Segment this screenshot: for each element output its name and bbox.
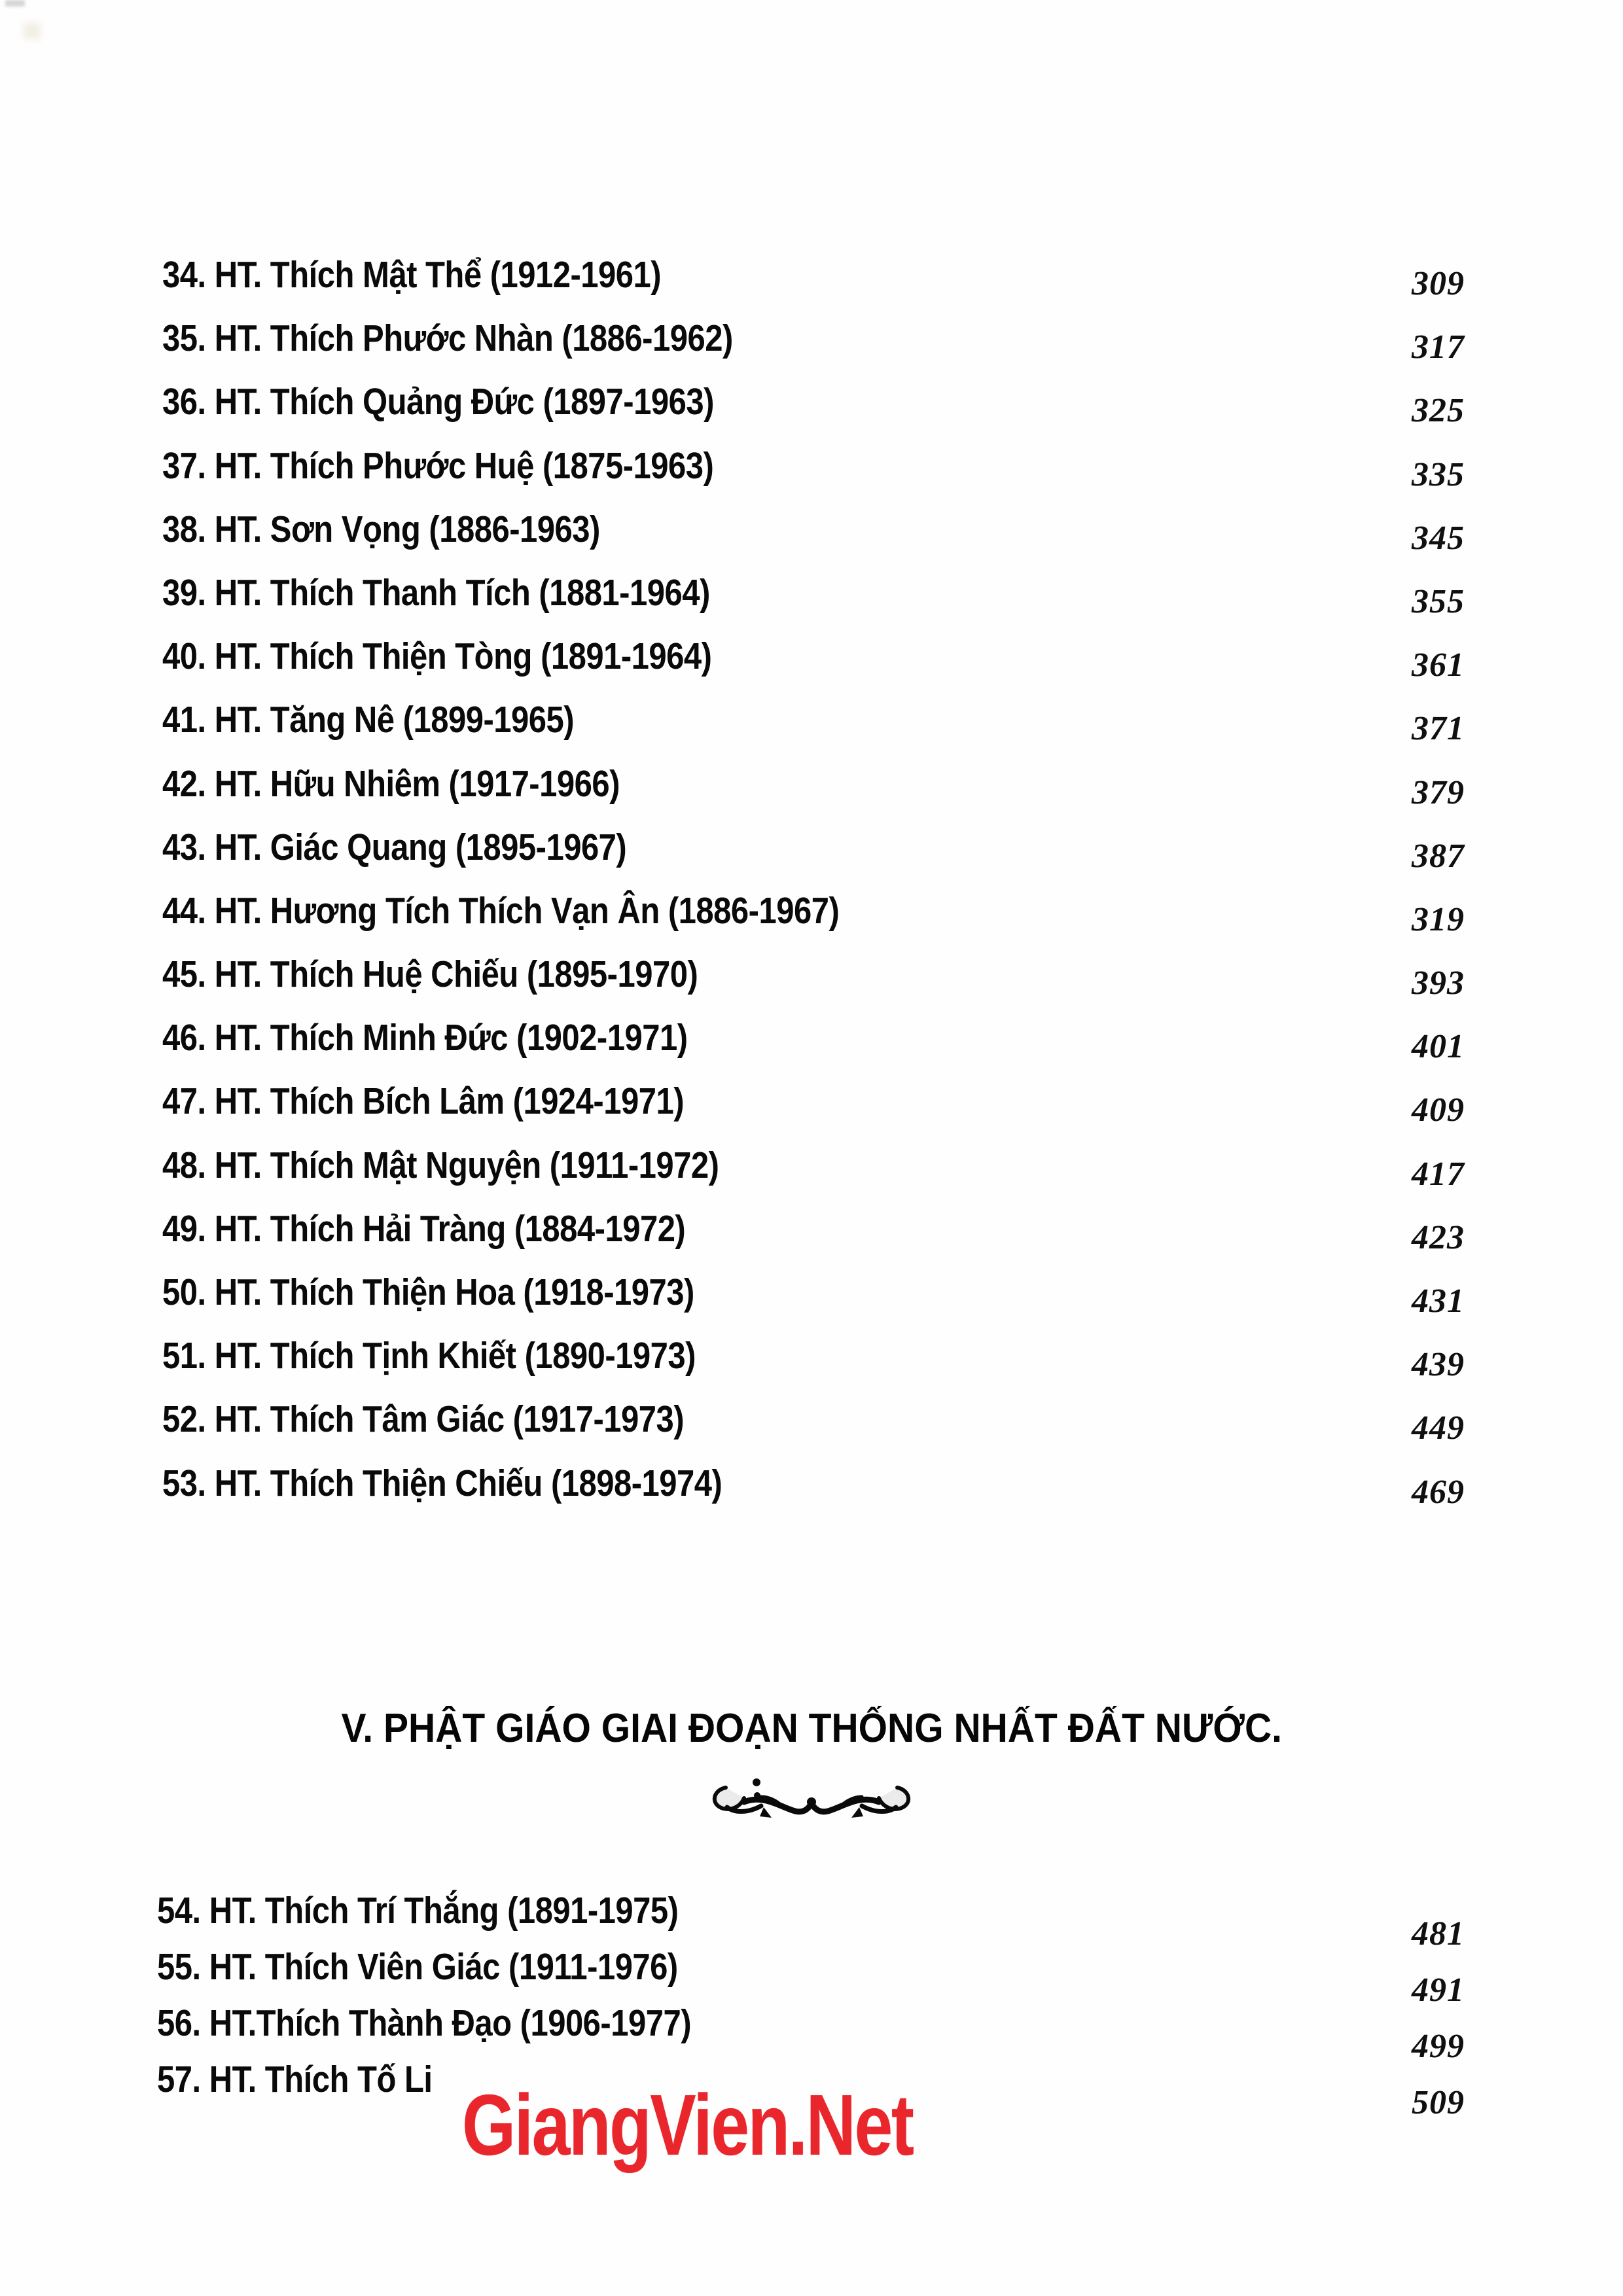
toc-entry-title: 37. HT. Thích Phước Huệ (1875-1963) [162, 444, 714, 487]
toc-list-part-a [162, 256, 1465, 1528]
toc-entry-title: 49. HT. Thích Hải Tràng (1884-1972) [162, 1207, 686, 1250]
toc-entry-page: 469 [1412, 1473, 1465, 1511]
toc-entry-page: 371 [1412, 710, 1465, 748]
toc-entry-title: 46. HT. Thích Minh Đức (1902-1971) [162, 1017, 688, 1059]
toc-entry[interactable] [162, 571, 1465, 638]
toc-entry-page: 491 [1412, 1971, 1465, 2009]
toc-entry-title: 55. HT. Thích Viên Giác (1911-1976) [157, 1946, 678, 1988]
toc-entry[interactable] [157, 1946, 1465, 2009]
toc-entry[interactable] [162, 317, 1465, 383]
toc-entry[interactable] [162, 953, 1465, 1019]
toc-entry-title: 53. HT. Thích Thiện Chiếu (1898-1974) [162, 1462, 722, 1504]
toc-entry[interactable] [162, 889, 1465, 956]
toc-entry-page: 355 [1412, 582, 1465, 620]
toc-entry-page: 325 [1412, 392, 1465, 430]
toc-entry[interactable] [162, 826, 1465, 892]
toc-entry[interactable] [162, 1271, 1465, 1337]
toc-entry-title: 36. HT. Thích Quảng Đức (1897-1963) [162, 381, 714, 423]
toc-entry[interactable] [162, 1080, 1465, 1146]
toc-entry-title: 35. HT. Thích Phước Nhàn (1886-1962) [162, 317, 733, 360]
toc-entry[interactable] [162, 1398, 1465, 1464]
toc-entry[interactable] [162, 444, 1465, 511]
toc-entry-page: 417 [1412, 1155, 1465, 1193]
toc-entry[interactable] [162, 1019, 1465, 1083]
toc-entry-title: 45. HT. Thích Huệ Chiếu (1895-1970) [162, 953, 698, 996]
toc-entry-page: 361 [1412, 646, 1465, 684]
scan-artifact-top-left [5, 0, 25, 7]
toc-entry-title: 57. HT. Thích Tố Li [157, 2058, 433, 2100]
toc-entry-title: 47. HT. Thích Bích Lâm (1924-1971) [162, 1080, 685, 1123]
toc-entry-page: 449 [1412, 1409, 1465, 1447]
toc-entry-page: 309 [1412, 265, 1465, 302]
toc-entry-page: 379 [1412, 773, 1465, 811]
toc-entry-title: 50. HT. Thích Thiện Hoa (1918-1973) [162, 1271, 694, 1313]
toc-entry-page: 439 [1412, 1346, 1465, 1384]
toc-entry-page: 393 [1412, 964, 1465, 1002]
toc-entry-title: 40. HT. Thích Thiện Tòng (1891-1964) [162, 635, 712, 678]
toc-entry-page: 431 [1412, 1282, 1465, 1320]
toc-entry-title: 34. HT. Thích Mật Thể (1912-1961) [162, 254, 662, 296]
toc-entry-page: 481 [1412, 1915, 1465, 1952]
toc-entry-title: 38. HT. Sơn Vọng (1886-1963) [162, 508, 600, 550]
toc-entry-page: 401 [1412, 1028, 1465, 1066]
toc-entry[interactable] [162, 1207, 1465, 1274]
toc-entry[interactable] [162, 1462, 1465, 1528]
toc-entry-title: 44. HT. Hương Tích Thích Vạn Ân (1886-1967) [162, 889, 840, 932]
toc-entry-title: 51. HT. Thích Tịnh Khiết (1890-1973) [162, 1335, 696, 1377]
toc-entry-title: 41. HT. Tăng Nê (1899-1965) [162, 699, 575, 741]
section-heading [0, 1705, 1623, 1752]
toc-entry[interactable] [157, 2002, 1465, 2065]
toc-entry-page: 345 [1412, 519, 1465, 557]
toc-entry[interactable] [162, 762, 1465, 829]
toc-entry-page: 499 [1412, 2028, 1465, 2065]
toc-entry-title: 54. HT. Thích Trí Thắng (1891-1975) [157, 1890, 679, 1932]
toc-entry[interactable] [162, 508, 1465, 574]
toc-entry-title: 39. HT. Thích Thanh Tích (1881-1964) [162, 571, 710, 614]
toc-entry[interactable] [162, 1337, 1465, 1401]
toc-entry-page: 509 [1412, 2084, 1465, 2121]
toc-entry-page: 423 [1412, 1218, 1465, 1256]
toc-entry-title: 56. HT.Thích Thành Đạo (1906-1977) [157, 2002, 692, 2044]
toc-entry[interactable] [162, 256, 1465, 320]
toc-entry-page: 387 [1412, 837, 1465, 875]
toc-entry[interactable] [162, 635, 1465, 701]
toc-entry[interactable] [162, 383, 1465, 447]
section-heading-text: V. PHẬT GIÁO GIAI ĐOẠN THỐNG NHẤT ĐẤT NƯỚC. [341, 1706, 1282, 1751]
toc-entry-title: 48. HT. Thích Mật Nguyện (1911-1972) [162, 1144, 719, 1186]
toc-entry-title: 43. HT. Giác Quang (1895-1967) [162, 826, 627, 868]
toc-entry-page: 409 [1412, 1091, 1465, 1129]
toc-entry[interactable] [157, 1890, 1465, 1952]
scan-artifact-corner [24, 22, 41, 39]
toc-entry-page: 319 [1412, 900, 1465, 938]
toc-entry[interactable] [162, 701, 1465, 765]
toc-entry-page: 317 [1412, 328, 1465, 366]
toc-entry[interactable] [162, 1144, 1465, 1210]
floral-flourish-ornament [0, 1768, 1623, 1831]
site-watermark: GiangVien.Net [462, 2077, 913, 2173]
toc-entry-title: 42. HT. Hữu Nhiêm (1917-1966) [162, 762, 620, 805]
toc-entry-page: 335 [1412, 455, 1465, 493]
toc-entry-title: 52. HT. Thích Tâm Giác (1917-1973) [162, 1398, 685, 1441]
